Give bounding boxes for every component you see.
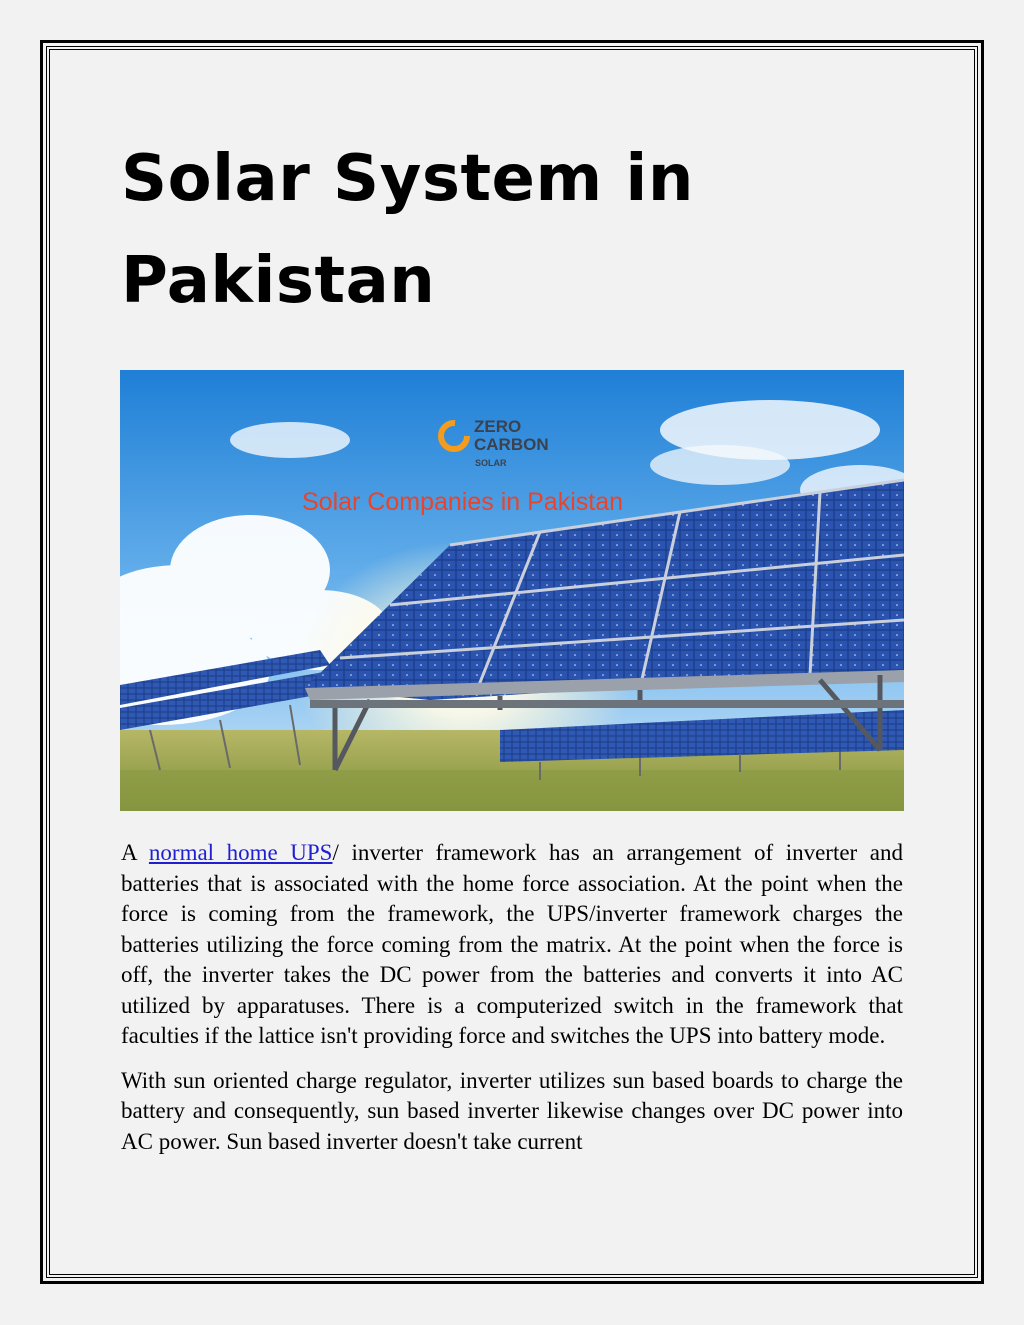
paragraph-1-prefix: A — [121, 840, 149, 865]
paragraph-1-text: / inverter framework has an arrangement of inverter and batteries that is associated with the home force association. At the point when the force is coming from the framework, the UPS/inverter framework charges the batteries utilizing the force coming from the matrix. At the point when the force is off, the inverter takes the DC power from the batteries and converts it into AC utilized by apparatuses. There is a computerized switch in the framework that faculties if the lattice isn't providing force and switches the UPS into battery mode. — [121, 840, 903, 1048]
paragraph-2: With sun oriented charge regulator, inverter utilizes sun based boards to charge the battery and consequently, sun based inverter likewise changes over DC power into AC power. Sun based inverter doesn't take current — [121, 1067, 903, 1154]
article-body — [121, 838, 903, 1171]
page-title: Solar System in Pakistan — [121, 142, 694, 318]
paragraph-1 — [121, 838, 903, 1052]
hero-caption: Solar Companies in Pakistan — [302, 488, 623, 516]
logo-line2: CARBON — [474, 435, 549, 454]
logo-line3: SOLAR — [475, 458, 507, 468]
hero-image — [120, 370, 904, 811]
normal-home-ups-link[interactable]: normal home UPS — [148, 840, 333, 865]
logo-line1: ZERO — [474, 417, 522, 436]
